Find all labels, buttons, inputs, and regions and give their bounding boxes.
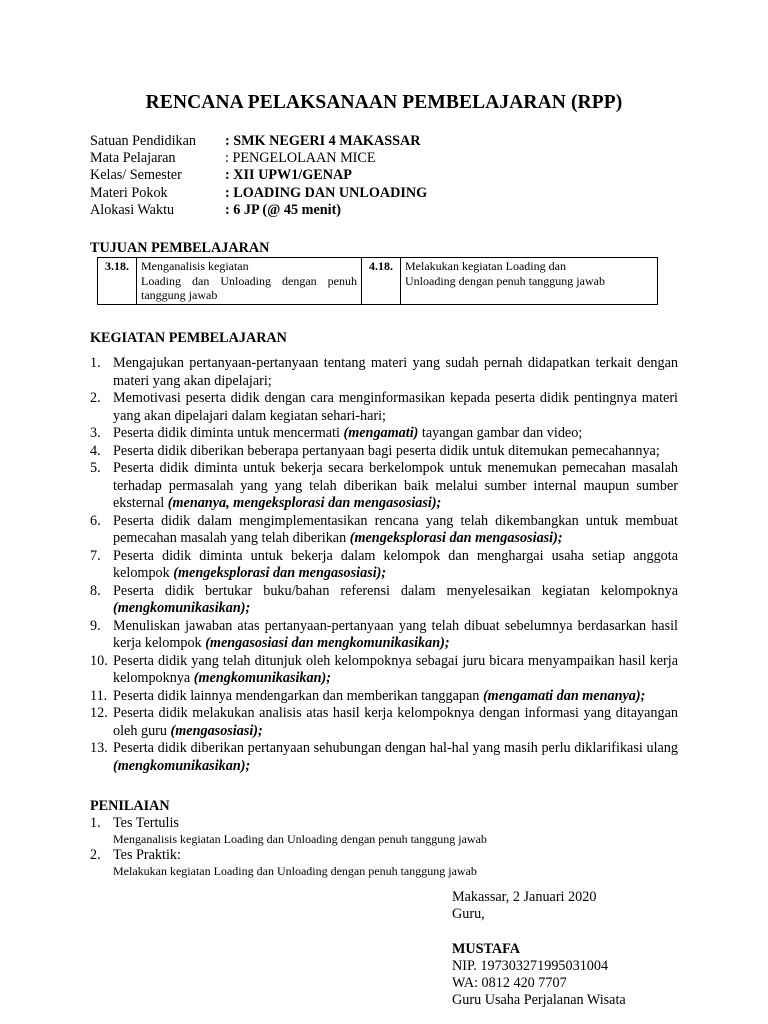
info-label: Mata Pelajaran bbox=[90, 150, 176, 167]
signature-block bbox=[452, 889, 626, 1010]
info-label: Kelas/ Semester bbox=[90, 167, 182, 184]
kd-number: 3.18. bbox=[98, 258, 137, 305]
signature-space bbox=[452, 924, 626, 941]
info-label: Satuan Pendidikan bbox=[90, 133, 196, 149]
item-text: Peserta didik diberikan pertanyaan sehubungan dengan hal-hal yang masih perlu diklarifikasi ulang bbox=[113, 740, 678, 756]
list-item bbox=[90, 548, 678, 583]
item-number: 8. bbox=[90, 582, 101, 599]
penilaian-label: Tes Praktik: bbox=[113, 847, 181, 863]
item-activity-tag: (mengeksplorasi dan mengasosiasi); bbox=[173, 565, 387, 581]
item-number: 9. bbox=[90, 617, 101, 634]
item-text: Peserta didik diberikan beberapa pertanyaan bagi peserta didik untuk ditemukan pemecahannya; bbox=[113, 442, 660, 459]
item-activity-tag: (mengamati dan menanya); bbox=[482, 687, 646, 704]
kd-text-line: Melakukan kegiatan Loading dan bbox=[405, 259, 566, 273]
penilaian-section bbox=[90, 798, 690, 879]
item-number: 1. bbox=[90, 355, 101, 371]
kd-text-line: Loading dan Unloading dengan penuh bbox=[141, 273, 357, 288]
kegiatan-list bbox=[90, 355, 678, 775]
item-number: 7. bbox=[90, 547, 101, 564]
item-number: 12. bbox=[90, 705, 108, 721]
kd-text-line: tanggung jawab bbox=[141, 288, 218, 302]
info-row bbox=[90, 150, 427, 167]
signer-role: Guru, bbox=[452, 906, 485, 923]
item-text: Peserta didik lainnya mendengarkan dan memberikan tanggapan bbox=[113, 687, 483, 704]
item-number: 4. bbox=[90, 442, 101, 459]
signer-position: Guru Usaha Perjalanan Wisata bbox=[452, 992, 626, 1009]
item-text-tail: tayangan gambar dan video; bbox=[418, 425, 583, 441]
item-number: 2. bbox=[90, 847, 101, 863]
item-text: Memotivasi peserta didik dengan cara menginformasikan kepada peserta didik pentingnya materi yang akan dipelajari dalam kegiatan sehari-hari; bbox=[113, 390, 678, 424]
item-activity-tag: (menanya, mengeksplorasi dan mengasosiasi); bbox=[167, 495, 442, 511]
penilaian-heading: PENILAIAN bbox=[90, 798, 170, 814]
tujuan-heading: TUJUAN PEMBELAJARAN bbox=[90, 240, 270, 256]
list-item bbox=[90, 740, 678, 775]
info-row bbox=[90, 185, 427, 202]
list-item bbox=[90, 688, 678, 706]
kd-text bbox=[137, 258, 362, 305]
penilaian-item bbox=[90, 847, 690, 864]
tujuan-table bbox=[97, 257, 658, 305]
info-row bbox=[90, 167, 427, 184]
item-text: Menuliskan jawaban atas pertanyaan-pertanyaan yang telah dibuat sebelumnya berdasarkan hasil kerja kelompok bbox=[113, 617, 678, 651]
item-activity-tag: (mengkomunikasikan); bbox=[113, 600, 251, 616]
item-text: Mengajukan pertanyaan-pertanyaan tentang materi yang sudah pernah didapatkan terkait dengan materi yang akan dipelajari; bbox=[113, 355, 678, 389]
identity-block bbox=[90, 133, 427, 219]
list-item bbox=[90, 618, 678, 653]
signer-whatsapp: WA: 0812 420 7707 bbox=[452, 975, 567, 992]
list-item bbox=[90, 705, 678, 740]
item-text: Peserta didik diminta untuk mencermati bbox=[113, 425, 344, 441]
info-label: Alokasi Waktu bbox=[90, 201, 175, 218]
penilaian-item bbox=[90, 815, 690, 832]
kd-text-line: Unloading dengan penuh tanggung jawab bbox=[405, 273, 605, 288]
info-value: : 6 JP (@ 45 menit) bbox=[225, 201, 342, 218]
list-item bbox=[90, 513, 678, 548]
list-item bbox=[90, 583, 678, 618]
info-row bbox=[90, 202, 427, 219]
list-item bbox=[90, 355, 678, 390]
item-activity-tag: (mengeksplorasi dan mengasosiasi); bbox=[349, 530, 563, 546]
kd-text bbox=[401, 258, 658, 305]
item-activity-tag: (mengamati) bbox=[343, 425, 419, 441]
item-number: 10. bbox=[90, 652, 108, 669]
signer-nip: NIP. 197303271995031004 bbox=[452, 957, 609, 974]
item-text: Peserta didik yang telah ditunjuk oleh kelompoknya sebagai juru bicara menyampaikan hasil kerja kelompoknya bbox=[113, 652, 678, 686]
list-item bbox=[90, 653, 678, 688]
penilaian-desc: Melakukan kegiatan Loading dan Unloading dengan penuh tanggung jawab bbox=[113, 864, 477, 878]
info-label: Materi Pokok bbox=[90, 184, 168, 201]
item-text: Peserta didik bertukar buku/bahan referensi dalam menyelesaikan kegiatan kelompoknya bbox=[113, 582, 678, 599]
item-activity-tag: (mengasosiasi); bbox=[170, 722, 263, 739]
item-text: Peserta didik diminta untuk bekerja secara berkelompok untuk menemukan pemecahan masalah terhadap permasalah yang yang telah diberikan baik melalui sumber internal maupun sumber eksternal bbox=[113, 460, 678, 511]
info-value: : SMK NEGERI 4 MAKASSAR bbox=[225, 133, 421, 149]
penilaian-label: Tes Tertulis bbox=[113, 815, 179, 831]
item-text: Peserta didik diminta untuk bekerja dalam kelompok dan menghargai usaha setiap anggota kelompok bbox=[113, 547, 678, 581]
item-text: Peserta didik melakukan analisis atas hasil kerja kelompoknya dengan informasi yang ditayangan oleh guru bbox=[113, 705, 678, 739]
table-row bbox=[98, 258, 658, 305]
kd-number: 4.18. bbox=[362, 258, 401, 305]
info-value: : LOADING DAN UNLOADING bbox=[225, 184, 428, 201]
list-item bbox=[90, 425, 678, 443]
item-number: 5. bbox=[90, 460, 101, 476]
item-number: 6. bbox=[90, 512, 101, 529]
info-row bbox=[90, 133, 427, 150]
list-item bbox=[90, 390, 678, 425]
item-activity-tag: (mengkomunikasikan); bbox=[193, 670, 331, 686]
info-value: : XII UPW1/GENAP bbox=[225, 167, 352, 184]
kd-text-line: Menganalisis kegiatan bbox=[141, 259, 249, 273]
item-number: 2. bbox=[90, 390, 101, 406]
list-item bbox=[90, 460, 678, 513]
penilaian-desc: Menganalisis kegiatan Loading dan Unloading dengan penuh tanggung jawab bbox=[113, 832, 487, 846]
item-number: 11. bbox=[90, 687, 108, 704]
info-value: : PENGELOLAAN MICE bbox=[225, 150, 376, 167]
signer-name: MUSTAFA bbox=[452, 940, 521, 957]
item-activity-tag: (mengkomunikasikan); bbox=[113, 757, 251, 774]
place-date: Makassar, 2 Januari 2020 bbox=[452, 889, 597, 905]
page-title: RENCANA PELAKSANAAN PEMBELAJARAN (RPP) bbox=[145, 92, 623, 113]
item-number: 3. bbox=[90, 425, 101, 441]
item-text: Peserta didik dalam mengimplementasikan rencana yang telah dikembangkan untuk membuat pemecahan masalah yang telah diberikan bbox=[113, 512, 678, 546]
item-number: 1. bbox=[90, 815, 101, 831]
item-activity-tag: (mengasosiasi dan mengkomunikasikan); bbox=[205, 635, 450, 651]
list-item bbox=[90, 443, 678, 461]
kegiatan-heading: KEGIATAN PEMBELAJARAN bbox=[90, 330, 287, 346]
item-number: 13. bbox=[90, 740, 108, 756]
